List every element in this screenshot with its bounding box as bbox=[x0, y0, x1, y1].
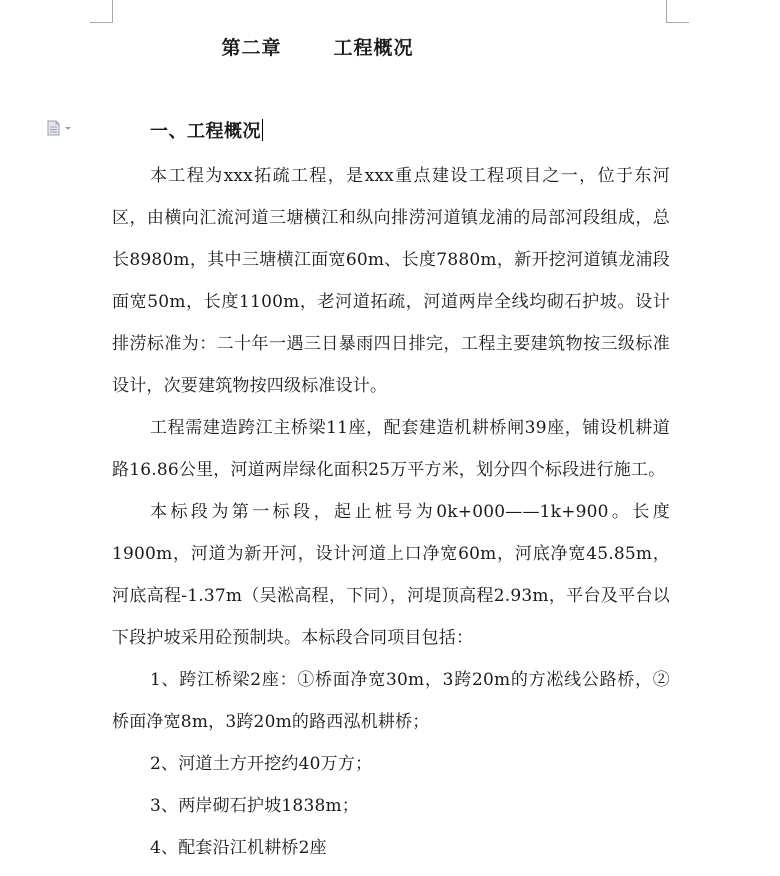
chapter-name: 工程概况 bbox=[333, 37, 414, 59]
paragraph: 本标段为第一标段，起止桩号为0k+000——1k+900。长度1900m，河道为新开河，设计河道上口净宽60m，河底净宽45.85m，河底高程-1.37m（吴淞高程，下同），河堤顶高程2.93m，平台及平台以下段护坡采用砼预制块。本标段合同项目包括： bbox=[112, 502, 670, 648]
body-text[interactable] bbox=[112, 155, 670, 869]
paragraph: 4、配套沿江机耕桥2座 bbox=[150, 838, 327, 858]
chapter-number: 第二章 bbox=[221, 37, 282, 59]
section-heading[interactable]: 一、工程概况 bbox=[150, 121, 261, 142]
paragraph: 1、跨江桥梁2座：①桥面净宽30m，3跨20m的方凇线公路桥，②桥面净宽8m，3跨20m的路西泓机耕桥； bbox=[112, 670, 670, 732]
chevron-down-icon bbox=[65, 127, 71, 130]
paragraph: 3、两岸砌石护坡1838m； bbox=[150, 796, 359, 816]
paragraph: 2、河道土方开挖约40万方； bbox=[150, 754, 373, 774]
margin-corner-mark-top-left bbox=[90, 0, 113, 23]
text-cursor bbox=[262, 119, 263, 141]
chapter-title bbox=[0, 33, 635, 60]
document-icon bbox=[46, 120, 76, 136]
paragraph: 本工程为xxx拓疏工程，是xxx重点建设工程项目之一，位于东河区，由横向汇流河道三塘横江和纵向排涝河道镇龙浦的局部河段组成，总长8980m，其中三塘横江面宽60m、长度7880m，新开挖河道镇龙浦段面宽50m，长度1100m，老河道拓疏，河道两岸全线均砌石护坡。设计排涝标准为：二十年一遇三日暴雨四日排完，工程主要建筑物按三级标准设计，次要建筑物按四级标准设计。 bbox=[112, 166, 670, 396]
paragraph: 工程需建造跨江主桥梁11座，配套建造机耕桥闸39座，铺设机耕道路16.86公里，河道两岸绿化面积25万平方米，划分四个标段进行施工。 bbox=[112, 418, 670, 480]
paragraph-options-handle[interactable] bbox=[46, 120, 76, 136]
margin-corner-mark-top-right bbox=[666, 0, 689, 23]
